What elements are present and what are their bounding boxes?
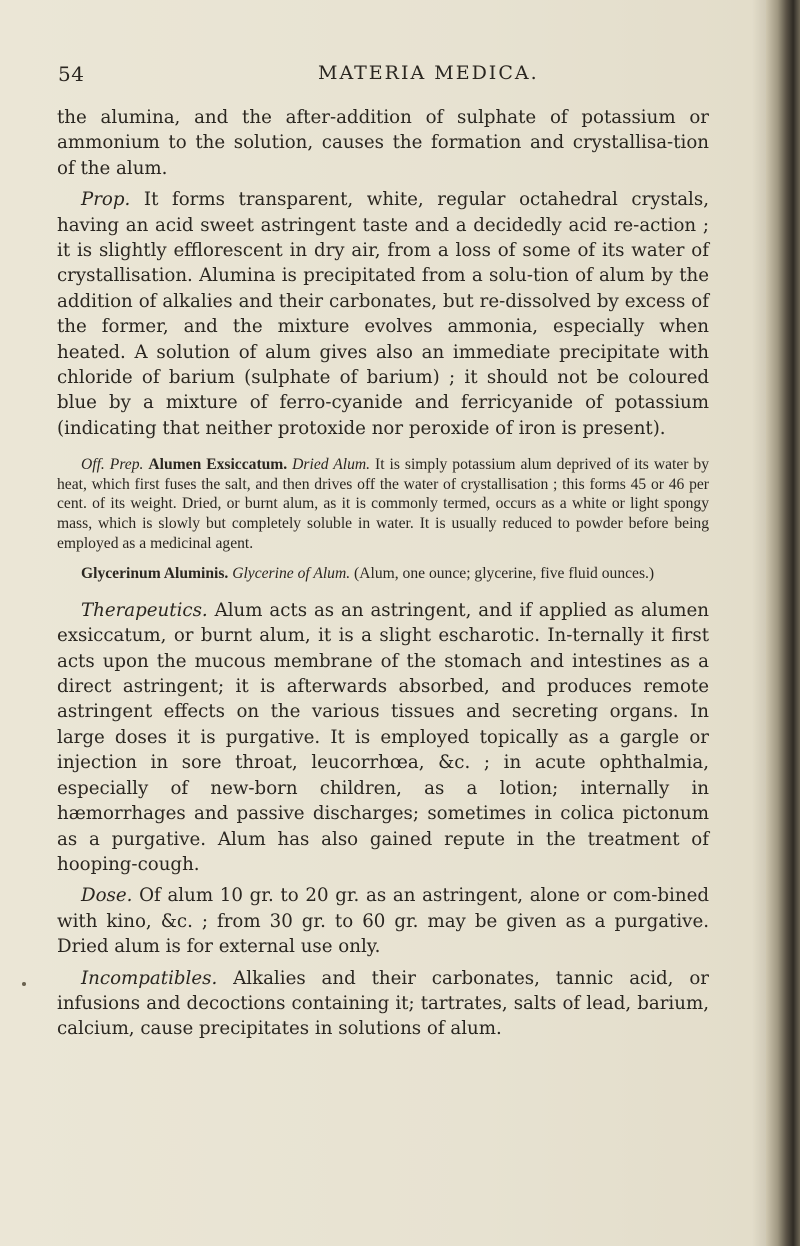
incompatibles-label: Incompatibles. — [81, 967, 218, 989]
official-prep-name: Alumen Exsiccatum. — [148, 456, 288, 474]
official-prep-english: Dried Alum. — [292, 456, 371, 474]
glycerinum-name: Glycerinum Aluminis. — [81, 565, 229, 583]
official-prep-text: It is simply potassium alum deprived of its water by heat, which first fuses the salt, and then drives off the water of crystallisation ; this forms 45 or 46 per cent. of its weight. Dried, or burnt alum, as it is commonly termed, occurs as a white or light spongy mass, which is slowly but completely soluble in water. It is usually reduced to powder before being employed as a medicinal agent. — [57, 456, 709, 552]
paragraph-incompatibles — [57, 966, 709, 1042]
paragraph-official-preparation — [57, 455, 709, 553]
glycerinum-text: (Alum, one ounce; glycerine, five fluid ounces.) — [350, 565, 655, 583]
therapeutics-label: Therapeutics. — [81, 599, 208, 621]
paragraph-preparation-end: the alumina, and the after-addition of sulphate of potassium or ammonium to the solution, causes the formation and crystallisa-tion of the alum. — [57, 107, 709, 179]
page-edge — [766, 0, 800, 1246]
paragraph-properties — [57, 187, 709, 441]
ink-speck — [22, 982, 26, 986]
official-prep-label: Off. Prep. — [81, 456, 144, 474]
page-header — [0, 62, 766, 92]
running-title: MATERIA MEDICA. — [318, 62, 539, 84]
properties-label: Prop. — [81, 189, 131, 211]
therapeutics-text: Alum acts as an astringent, and if applied as alumen exsiccatum, or burnt alum, it is a slight escharotic. In-ternally it first acts upon the mucous membrane of the stomach and intestines as a direct astringent; it is afterwards absorbed, and produces remote astringent effects on the various tissues and secreting organs. In large doses it is purgative. It is employed topically as a gargle or injection in sore throat, leucorrhœa, &c. ; in acute ophthalmia, especially of new-born children, as a lotion; internally in hæmorrhages and passive discharges; sometimes in colica pictonum as a purgative. Alum has also gained repute in the treatment of hooping-cough. — [57, 599, 709, 875]
properties-text: It forms transparent, white, regular octahedral crystals, having an acid sweet astringent taste and a decidedly acid re-action ; it is slightly efflorescent in dry air, from a loss of some of its water of crystallisation. Alumina is precipitated from a solu-tion of alum by the addition of alkalies and their carbonates, but re-dissolved by excess of the former, and the mixture evolves ammonia, especially when heated. A solution of alum gives also an immediate precipitate with chloride of barium (sulphate of barium) ; it should not be coloured blue by a mixture of ferro-cyanide and ferricyanide of potassium (indicating that neither protoxide nor peroxide of iron is present). — [57, 189, 709, 439]
page-number: 54 — [58, 62, 85, 86]
page-body — [57, 105, 709, 1042]
paragraph-therapeutics — [57, 598, 709, 877]
dose-text: Of alum 10 gr. to 20 gr. as an astringent, alone or com-bined with kino, &c. ; from 30 gr. to 60 gr. may be given as a purgative. Dried alum is for external use only. — [57, 885, 709, 958]
glycerinum-english: Glycerine of Alum. — [232, 565, 351, 583]
paragraph-dose — [57, 883, 709, 959]
binding-shadow — [752, 0, 766, 1246]
incompatibles-text: Alkalies and their carbonates, tannic acid, or infusions and decoctions containing it; tartrates, salts of lead, barium, calcium, cause precipitates in solutions of alum. — [57, 967, 709, 1040]
paragraph-glycerinum — [57, 564, 709, 584]
dose-label: Dose. — [81, 885, 133, 907]
